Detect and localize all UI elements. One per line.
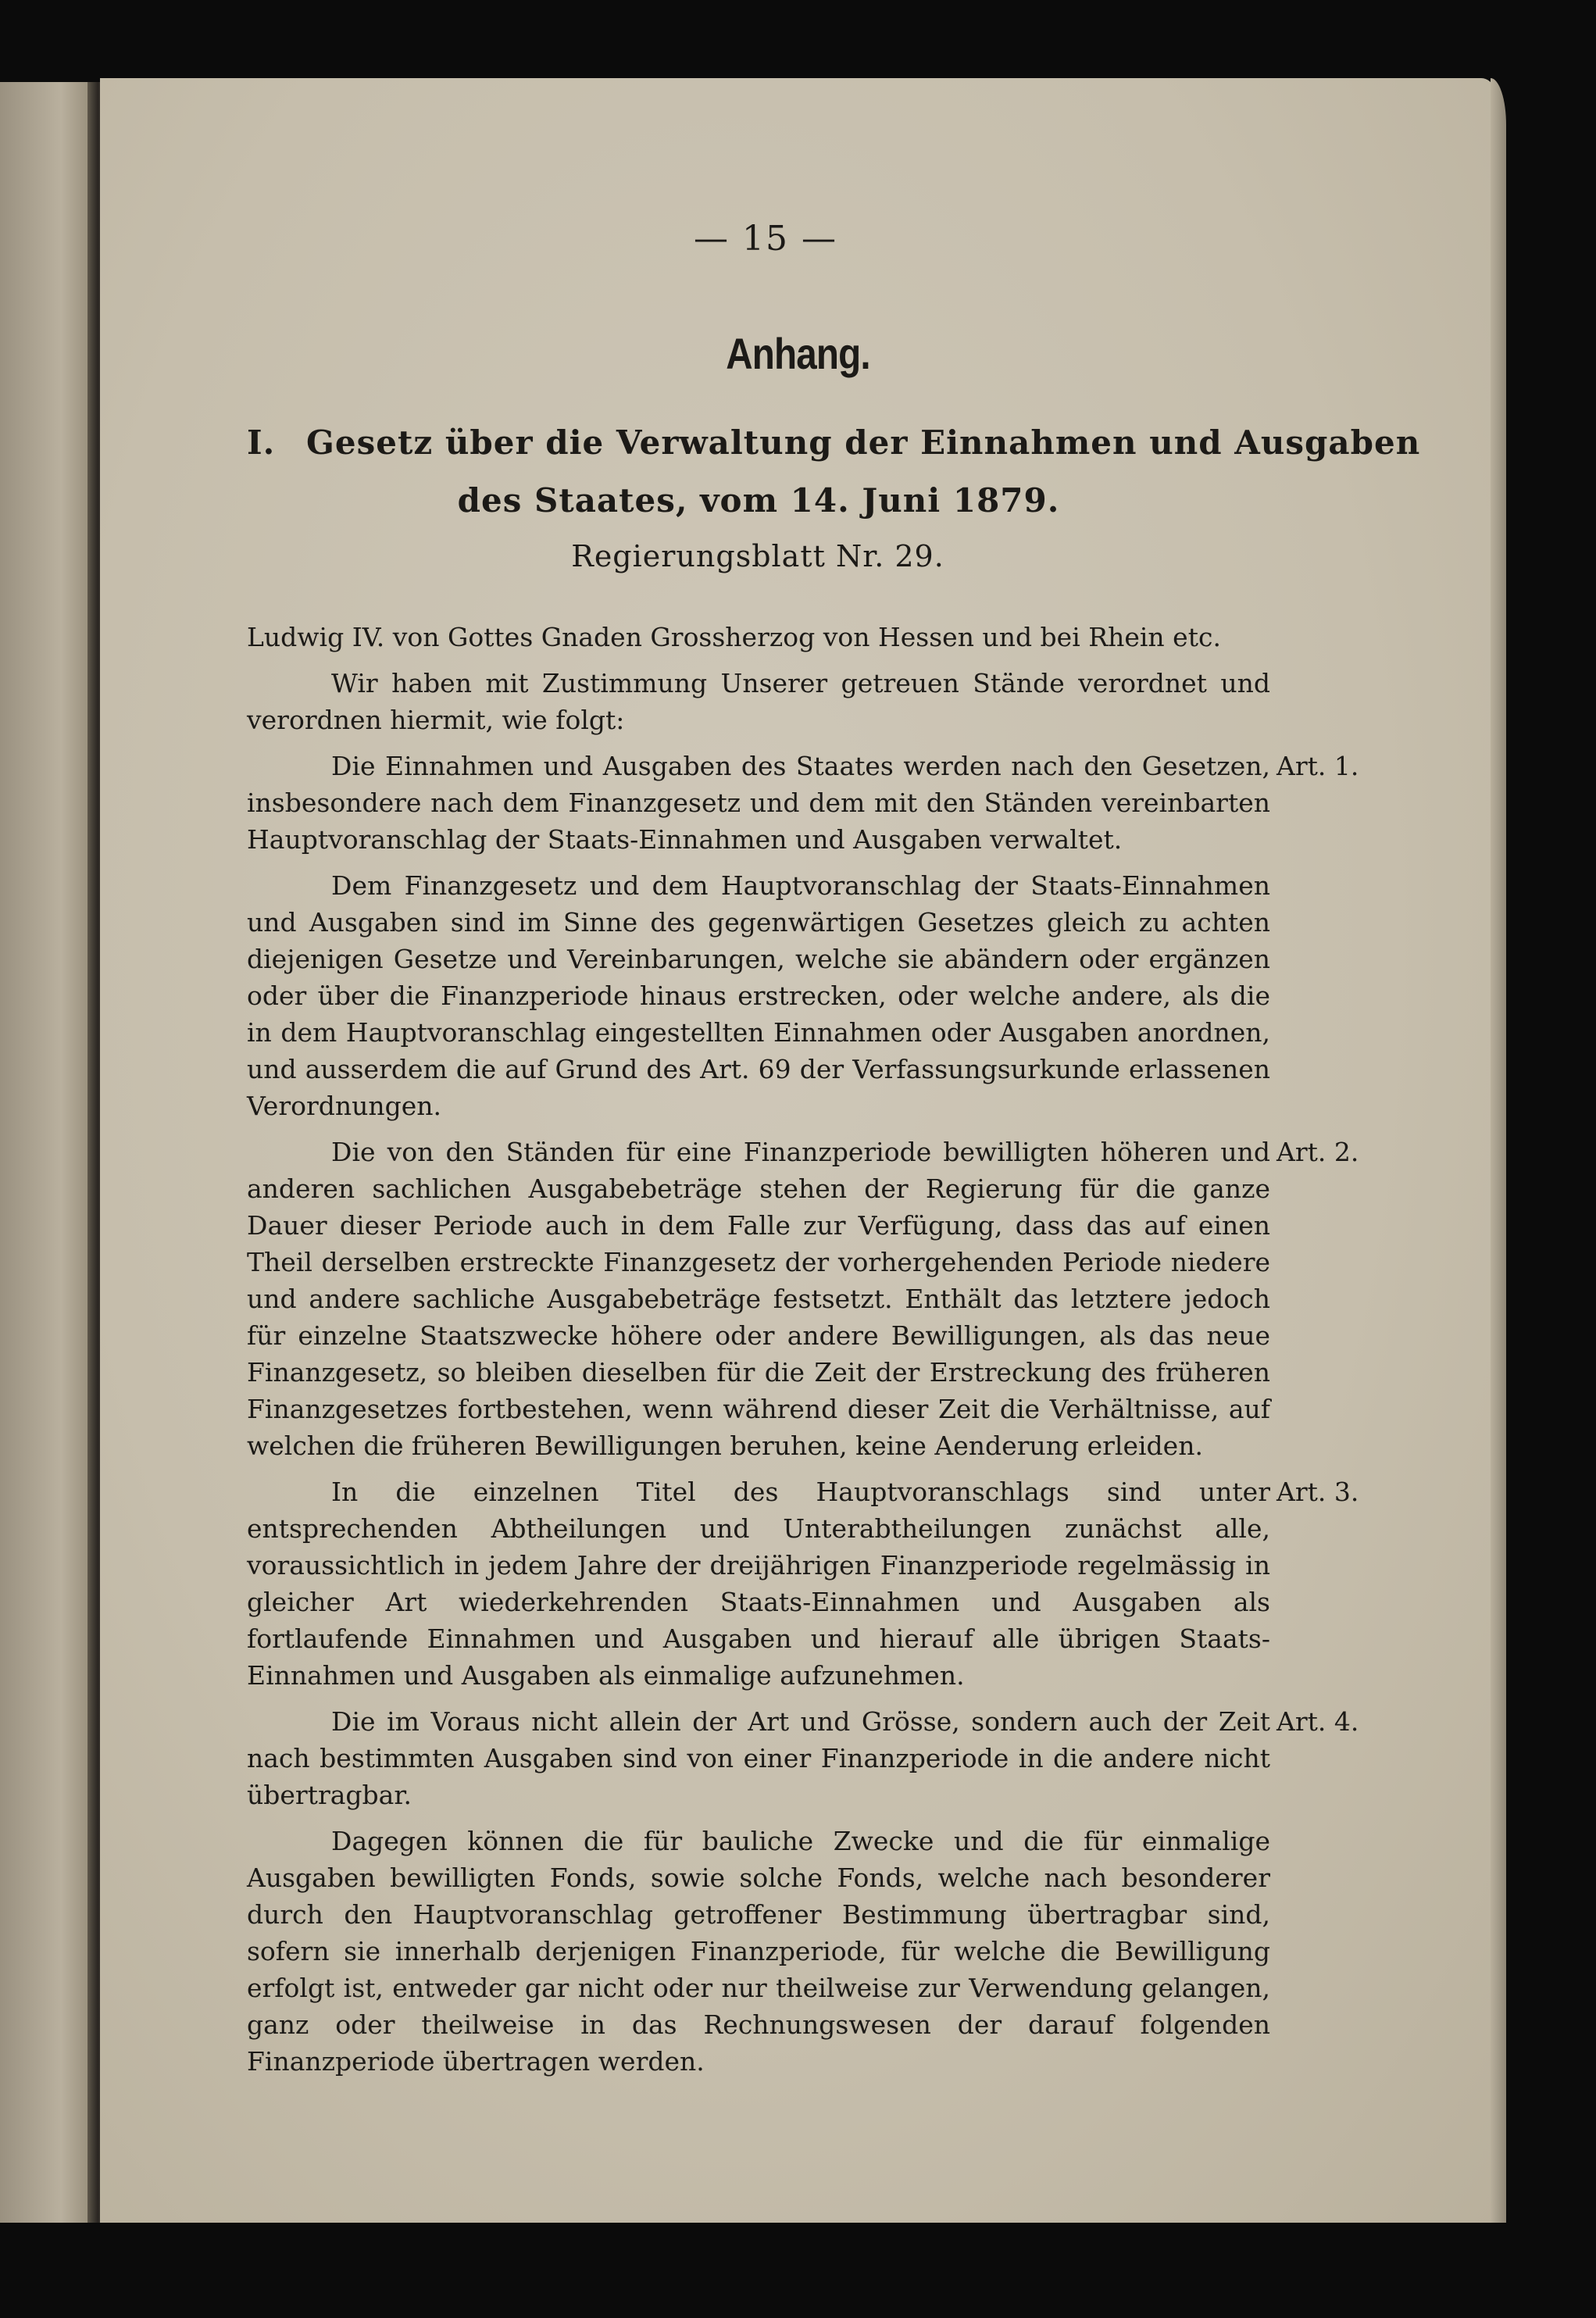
page-number: — 15 —: [694, 219, 837, 259]
paragraph-art-3: [247, 1473, 1359, 1694]
paragraph-text: Die im Voraus nicht allein der Art und Grösse, sondern auch der Zeit nach bestimmten Ausgaben sind von einer Finanzperiode in die andere nicht übertragbar.: [247, 1706, 1270, 1810]
article-marker: Art. 2.: [1276, 1137, 1359, 1167]
paragraph-art-4: [247, 1703, 1359, 1813]
paragraph-art-2: [247, 1134, 1359, 1464]
appendix-heading: Anhang.: [726, 329, 870, 378]
law-number: I.: [247, 423, 276, 462]
article-marker: Art. 4.: [1276, 1706, 1359, 1737]
paragraph-text: Wir haben mit Zustimmung Unserer getreuen Stände verordnet und verordnen hiermit, wie folgt:: [247, 668, 1270, 735]
paragraph-art-1: [247, 748, 1359, 858]
paragraph-text: Dagegen können die für bauliche Zwecke und die für einmalige Ausgaben bewilligten Fonds, sowie solche Fonds, welche nach besonderer durch den Hauptvoranschlag getroffener Bestimmung übertragbar sind, sofern sie innerhalb derjenigen Finanzperiode, für welche die Bewilligung erfolgt ist, entweder gar nicht oder nur theilweise zur Verwendung gelangen, ganz oder theilweise in das Rechnungswesen der darauf folgenden Finanzperiode übertragen werden.: [247, 1826, 1270, 2077]
article-marker: Art. 3.: [1276, 1477, 1359, 1507]
paragraph-text: Dem Finanzgesetz und dem Hauptvoranschlag der Staats-Einnahmen und Ausgaben sind im Sinne des gegenwärtigen Gesetzes gleich zu achten diejenigen Gesetze und Vereinbarungen, welche sie abändern oder ergänzen oder über die Finanzperiode hinaus erstrecken, oder welche andere, als die in dem Hauptvoranschlag eingestellten Einnahmen oder Ausgaben anordnen, und ausserdem die auf Grund des Art. 69 der Verfassungsurkunde erlassenen Verordnungen.: [247, 870, 1270, 1121]
article-marker: Art. 1.: [1276, 751, 1359, 781]
paragraph-text: Die von den Ständen für eine Finanzperiode bewilligten höheren und anderen sachlichen Ausgabebeträge stehen der Regierung für die ganze Dauer dieser Periode auch in dem Falle zur Verfügung, dass das auf einen Theil derselben erstreckte Finanzgesetz der vorhergehenden Periode niedere und andere sachliche Ausgabebeträge festsetzt. Enthält das letztere jedoch für einzelne Staatszwecke höhere oder andere Bewilligungen, als das neue Finanzgesetz, so bleiben dieselben für die Zeit der Erstreckung des früheren Finanzgesetzes fortbestehen, wenn während dieser Zeit die Verhältnisse, auf welchen die früheren Bewilligungen beruhen, keine Aenderung erleiden.: [247, 1137, 1270, 1461]
paragraph-text: In die einzelnen Titel des Hauptvoranschlags sind unter entsprechenden Abtheilungen und Unterabtheilungen zunächst alle, voraussichtlich in jedem Jahre der dreijährigen Finanzperiode regelmässig in gleicher Art wiederkehrenden Staats-Einnahmen und Ausgaben als fortlaufende Einnahmen und Ausgaben und hierauf alle übrigen Staats-Einnahmen und Ausgaben als einmalige aufzunehmen.: [247, 1477, 1270, 1691]
paragraph-art-1-continued: [247, 867, 1270, 1124]
paragraph-art-4-continued: [247, 1823, 1270, 2080]
paragraph-text: Ludwig IV. von Gottes Gnaden Grossherzog von Hessen und bei Rhein etc.: [247, 622, 1221, 652]
law-text: [247, 619, 1359, 2089]
paragraph-preamble: [247, 619, 1270, 655]
law-title-line-2: des Staates, vom 14. Juni 1879.: [457, 481, 1060, 520]
paragraph-text: Die Einnahmen und Ausgaben des Staates werden nach den Gesetzen, insbesondere nach dem Finanzgesetz und dem mit den Ständen vereinbarten Hauptvoranschlag der Staats-Einnahmen und Ausgaben verwaltet.: [247, 751, 1270, 855]
gazette-reference: Regierungsblatt Nr. 29.: [571, 539, 944, 573]
paragraph-enactment: [247, 665, 1270, 738]
law-title-line-1: Gesetz über die Verwaltung der Einnahmen und Ausgaben: [306, 423, 1421, 462]
